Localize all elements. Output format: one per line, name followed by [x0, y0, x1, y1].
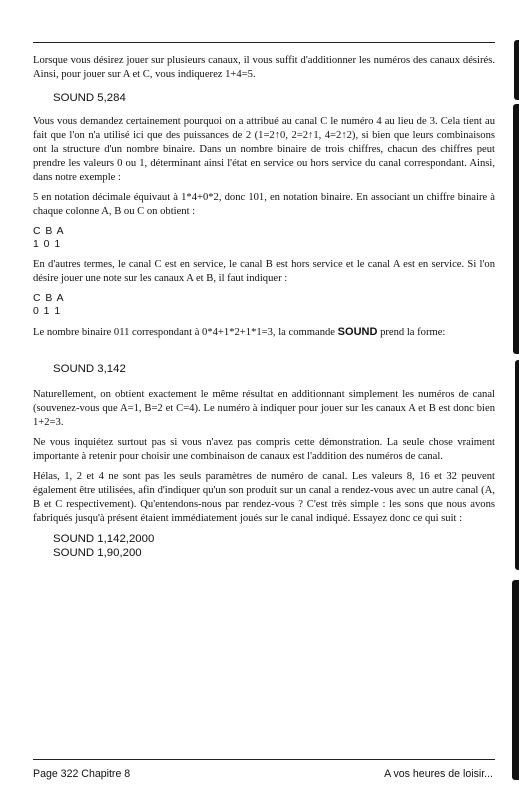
top-rule [33, 42, 495, 43]
sound-command-text-after: prend la forme: [380, 327, 446, 338]
bottom-rule [33, 759, 495, 760]
page-content [33, 54, 495, 560]
sound-command-text-before: Le nombre binaire 011 correspondant à 0*4+1*2+1*1=3, la commande [33, 327, 336, 338]
paragraph-decimal-binary: 5 en notation décimale équivaut à 1*4+0*2, donc 101, en notation binaire. En associant un chiffre binaire à chaque colonne A, B ou C on obtient : [33, 192, 495, 217]
binary-table-2-header: C B A [33, 293, 65, 304]
paragraph-channel-state: En d'autres termes, le canal C est en service, le canal B est hors service et le canal A est en service. Si l'on désire jouer une note sur les canaux A et B, il faut indiquer : [33, 259, 495, 284]
code-sound-3: SOUND 3,142 [53, 363, 126, 375]
paragraph-channels-sum: Lorsque vous désirez jouer sur plusieurs canaux, il vous suffit d'additionner les numéros des canaux désirés. Ainsi, pour jouer sur A et C, vous indiquerez 1+4=5. [33, 55, 495, 80]
binary-table-2-values: 0 1 1 [33, 306, 62, 317]
paragraph-sound-command [33, 325, 495, 340]
code-sound-5: SOUND 5,284 [53, 92, 126, 104]
paragraph-binary-explanation: Vous vous demandez certainement pourquoi on a attribué au canal C le numéro 4 au lieu de 3. Cela tient au fait que l'on n'a utilisé ici que des puissances de 2 (1=2↑0, 2=2↑1, 4=2↑2), si bien que leurs combinaisons ont la structure d'un nombre binaire. Dans un nombre binaire de trois chiffres, chacun des chiffres peut prendre les valeurs 0 ou 1, déterminant ainsi l'état en service ou hors service du canal correspondant. Ainsi, dans notre exemple : [33, 116, 495, 183]
paragraph-same-result: Naturellement, on obtient exactement le même résultat en additionnant simplement les numéros de canal (souvenez-vous que A=1, B=2 et C=4). Le numéro à indiquer pour jouer sur les canaux A et B est donc bien 1+2=3. [33, 389, 495, 428]
sound-keyword: SOUND [337, 326, 378, 338]
paragraph-dont-worry: Ne vous inquiétez surtout pas si vous n'avez pas compris cette démonstration. La seule chose vraiment importante à retenir pour choisir une combinaison de canaux est l'addition des numéros de canal. [33, 437, 495, 462]
code-sound-1-a: SOUND 1,142,2000 [53, 533, 155, 545]
binary-table-1-header: C B A [33, 226, 65, 237]
footer-chapter-title: A vos heures de loisir... [384, 768, 493, 780]
paragraph-rendezvous: Hélas, 1, 2 et 4 ne sont pas les seuls paramètres de numéro de canal. Les valeurs 8, 16 et 32 peuvent également être utilisées, afin d'indiquer qu'un son produit sur un canal a rendez-vous avec un autre canal (A, B et C respectivement). Qu'entendons-nous par rendez-vous ? C'est très simple : les sons que nous avons fabriqués jusqu'à présent étaient immédiatement joués sur le canal indiqué. Essayez donc ce qui suit : [33, 471, 495, 524]
page-edge-shadow [511, 40, 519, 780]
binary-table-1-values: 1 0 1 [33, 239, 62, 250]
footer-page-number: Page 322 Chapitre 8 [33, 768, 131, 780]
code-sound-1-b: SOUND 1,90,200 [53, 547, 142, 559]
